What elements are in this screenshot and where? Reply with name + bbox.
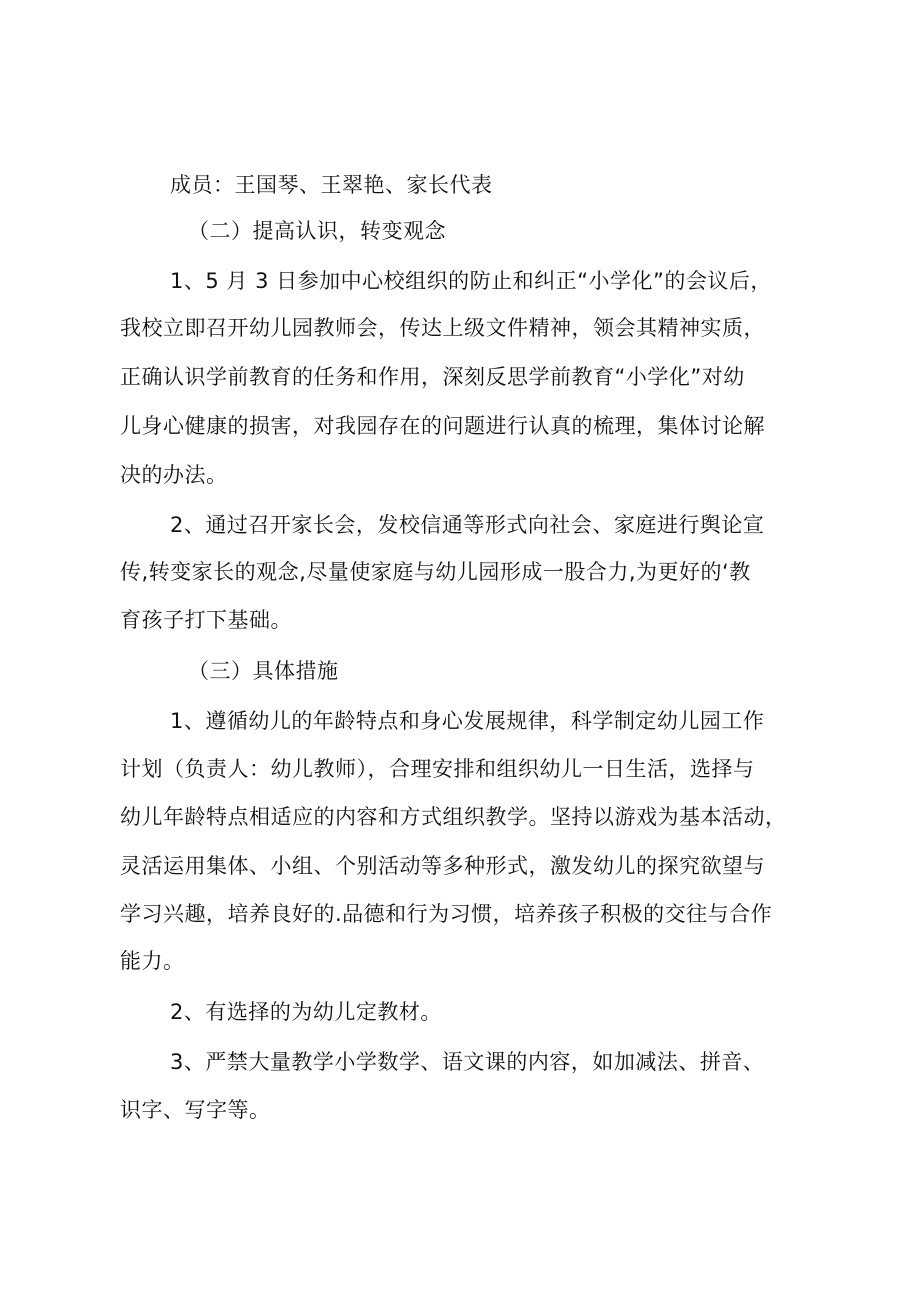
paragraph-line: 1、遵循幼儿的年龄特点和身心发展规律，科学制定幼儿园工作 bbox=[170, 709, 765, 733]
paragraph-line: 1、5 月 3 日参加中心校组织的防止和纠正“小学化”的会议后， bbox=[170, 269, 772, 293]
paragraph-line: 儿身心健康的损害，对我园存在的问题进行认真的梳理，集体讨论解 bbox=[120, 414, 765, 438]
paragraph-line: 传,转变家长的观念,尽量使家庭与幼儿园形成一股合力,为更好的‘教 bbox=[120, 560, 751, 584]
paragraph-line: 计划（负责人：幼儿教师），合理安排和组织幼儿一日生活，选择与 bbox=[120, 757, 755, 781]
members-line: 成员：王国琴、王翠艳、家长代表 bbox=[170, 173, 493, 197]
paragraph-line: 灵活运用集体、小组、个别活动等多种形式，激发幼儿的探究欲望与 bbox=[120, 854, 765, 878]
paragraph-line: 能力。 bbox=[120, 949, 185, 973]
paragraph-line: 识字、写字等。 bbox=[120, 1098, 271, 1122]
paragraph-line: 决的办法。 bbox=[120, 463, 228, 487]
paragraph-line: 我校立即召开幼儿园教师会，传达上级文件精神，领会其精神实质， bbox=[120, 316, 765, 340]
section-3-heading: （三）具体措施 bbox=[188, 659, 339, 683]
paragraph-line: 育孩子打下基础。 bbox=[120, 608, 292, 632]
section-2-heading: （二）提高认识，转变观念 bbox=[188, 219, 446, 243]
paragraph-line: 3、严禁大量教学小学数学、语文课的内容，如加减法、拼音、 bbox=[170, 1050, 765, 1074]
paragraph-line: 正确认识学前教育的任务和作用，深刻反思学前教育“小学化”对幼 bbox=[120, 365, 745, 389]
paragraph-line: 幼儿年龄特点相适应的内容和方式组织教学。坚持以游戏为基本活动， bbox=[120, 805, 787, 829]
section-3-item-2: 2、有选择的为幼儿定教材。 bbox=[170, 1000, 442, 1024]
paragraph-line: 学习兴趣，培养良好的.品德和行为习惯，培养孩子积极的交往与合作 bbox=[120, 902, 773, 926]
paragraph-line: 2、通过召开家长会，发校信通等形式向社会、家庭进行舆论宣 bbox=[170, 513, 765, 537]
